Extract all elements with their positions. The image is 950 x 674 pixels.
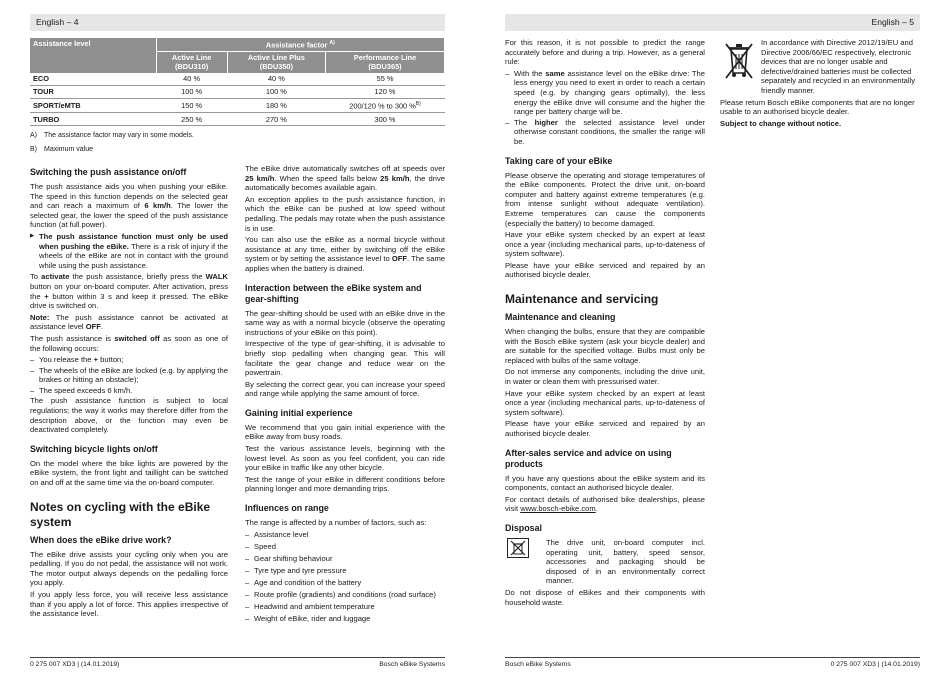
heading-disposal: Disposal	[505, 522, 542, 533]
heading-taking-care: Taking care of your eBike	[505, 155, 613, 166]
paragraph: In accordance with Directive 2012/19/EU and Directive 2006/66/EC respectively, electronic devices that are no longer usable and defective/drained batteries must be collected separately and recycled in an environmentally friendly manner.	[761, 38, 916, 95]
paragraph: By selecting the correct gear, you can increase your speed and range while applying the same amount of force.	[245, 379, 445, 399]
paragraph: Test the range of your eBike in different conditions before planning longer and more demanding trips.	[245, 474, 445, 494]
note: Note: The push assistance cannot be activated at assistance level OFF.	[30, 312, 228, 332]
paragraph: Please observe the operating and storage temperatures of the eBike components. Protect the drive unit, on-board computer and battery against extreme temperatures (e.g. from intense sunlight without adequate ventilation). Extreme temperatures can cause the components (especially the battery) to become damaged.	[505, 170, 705, 228]
paragraph: Please return Bosch eBike components that are no longer usable to an authorised bicycle dealer.	[720, 97, 915, 117]
subject-to-change: Subject to change without notice.	[720, 118, 842, 128]
list-item: – The wheels of the eBike are locked (e.g. by applying the brakes or hitting an obstacle);	[30, 366, 228, 385]
paragraph: Test the various assistance levels, beginning with the lowest level. As soon as you feel confident, you can ride your eBike in traffic like any other bicycle.	[245, 444, 445, 473]
list-item: – Speed	[245, 542, 445, 552]
crossed-bin-icon	[722, 40, 756, 83]
footnote-a: A) The assistance factor may vary in some models.	[30, 132, 194, 139]
col-header-performance-line: Performance Line (BDU365)	[326, 51, 445, 73]
table-row: SPORT/eMTB 150 % 180 % 200/120 % to 300 %$^{B)}$	[30, 98, 445, 112]
paragraph: The drive unit, on-board computer incl. operating unit, battery, speed sensor, accessories and packaging should be disposed of in an environmentally correct manner.	[546, 537, 705, 586]
weee-block	[720, 38, 920, 96]
list-item: – Gear shifting behaviour	[245, 554, 445, 564]
paragraph: The eBike drive assists your cycling only when you are pedalling. If you do not pedal, the assistance will not work. The motor output always depends on the pedalling force you apply.	[30, 549, 228, 588]
recycling-icon	[507, 538, 529, 558]
col-header-active-line: Active Line (BDU310)	[156, 51, 227, 73]
paragraph: For contact details of authorised bike dealerships, please visit www.bosch-ebike.com.	[505, 494, 705, 514]
paragraph: On the model where the bike lights are powered by the eBike system, the front light and taillight can be switched on and off at the same time via the on-board computer.	[30, 458, 228, 488]
paragraph: If you apply less force, you will receive less assistance than if you apply a lot of force. This applies irrespective of the assistance level.	[30, 590, 228, 619]
table-row: ECO 40 % 40 % 55 %	[30, 73, 445, 86]
paragraph: Do not immerse any components, including the drive unit, in water or clean them with pressurised water.	[505, 367, 705, 387]
left-page	[30, 0, 445, 674]
warning-push-assistance: ▶ The push assistance function must only be used when pushing the eBike. There is a risk of injury if the wheels of the eBike are not in contact with the ground while using the push assistance.	[30, 232, 228, 270]
list-item: – You release the + button;	[30, 355, 228, 365]
paragraph: Irrespective of the type of gear-shifting, it is advisable to briefly stop pedalling when changing gear. This will facilitate the gear change and reduce wear on the powertrain.	[245, 339, 445, 378]
col-header-active-line-plus: Active Line Plus (BDU350)	[227, 51, 325, 73]
paragraph: Have your eBike system checked by an expert at least once a year (including mechanical parts, up-to-dateness of system software).	[505, 388, 705, 417]
heading-gear-shifting: Interaction between the eBike system and gear-shifting	[245, 282, 422, 304]
bosch-ebike-link[interactable]: www.bosch-ebike.com	[520, 504, 596, 514]
paragraph: The push assistance is switched off as soon as one of the following occurs:	[30, 333, 228, 353]
list-item: – Age and condition of the battery	[245, 578, 445, 588]
heading-initial-experience: Gaining initial experience	[245, 407, 353, 418]
paragraph: Do not dispose of eBikes and their components with household waste.	[505, 587, 705, 607]
paragraph: The push assistance aids you when pushing your eBike. The speed in this function depends on the selected gear and can reach a maximum of 6 km/h. The lower the selected gear, the lower the speed of the push assistance function (at full power).	[30, 182, 228, 230]
left-column-1	[30, 158, 228, 621]
paragraph: The range is affected by a number of factors, such as:	[245, 518, 427, 528]
paragraph: To activate the push assistance, briefly press the WALK button on your on-board computer. After activation, press the + button within 3 s and keep it pressed. The eBike drive is switched on.	[30, 272, 228, 311]
heading-influences-range: Influences on range	[245, 503, 329, 514]
paragraph: When changing the bulbs, ensure that they are compatible with the Bosch eBike system (ask your bicycle dealer) and are suitable for the specified voltage. Bulbs must only be replaced with bulbs of the same voltage.	[505, 327, 705, 365]
col-header-level: Assistance level	[30, 38, 156, 73]
table-row: TURBO 250 % 270 % 300 %	[30, 113, 445, 126]
page-header: English – 5	[505, 14, 920, 31]
list-item: – Assistance level	[245, 530, 445, 540]
paragraph: You can also use the eBike as a normal bicycle without assistance at any time, either by switching off the eBike system or by setting the assistance level to OFF. The same applies when the battery is drained.	[245, 235, 445, 273]
heading-maintenance-servicing: Maintenance and servicing	[505, 292, 659, 307]
list-item: – With the same assistance level on the eBike drive: The less energy you need to exert in order to reach a certain speed (e.g. by changing gears optimally), the less energy the eBike drive will consume and the higher the range per battery charge will be.	[505, 69, 705, 117]
list-item: – Route profile (gradients) and conditions (road surface)	[245, 590, 445, 600]
col-header-factor: Assistance factor $^{A)}$	[156, 38, 445, 51]
paragraph: The gear-shifting should be used with an eBike drive in the same way as with a normal bicycle (observe the operating instructions of your eBike on this point).	[245, 308, 445, 337]
heading-push-assistance: Switching the push assistance on/off	[30, 167, 187, 177]
paragraph: If you have any questions about the eBike system and its components, contact an authorised bicycle dealer.	[505, 473, 705, 493]
paragraph: An exception applies to the push assistance function, in which the eBike can be pushed at low speed without pedalling. The pedals may rotate when the push assistance is in use.	[245, 194, 445, 233]
list-item: – Tyre type and tyre pressure	[245, 566, 445, 576]
heading-maintenance-cleaning: Maintenance and cleaning	[505, 312, 616, 323]
paragraph: The eBike drive automatically switches off at speeds over 25 km/h. When the speed falls below 25 km/h, the drive automatically becomes available again.	[245, 164, 446, 193]
paragraph: Please have your eBike serviced and repaired by an authorised bicycle dealer.	[505, 419, 705, 438]
right-page	[505, 0, 920, 674]
right-column-2	[720, 38, 920, 130]
page-footer: 0 275 007 XD3 | (14.01.2019) Bosch eBike Systems	[30, 657, 445, 668]
heading-bicycle-lights: Switching bicycle lights on/off	[30, 443, 158, 454]
list-item: – The higher the selected assistance level under otherwise constant conditions, the smaller the range will be.	[505, 118, 705, 147]
page-header: English – 4	[30, 14, 445, 31]
paragraph: We recommend that you gain initial experience with the eBike away from busy roads.	[245, 422, 445, 442]
footnote-b: B) Maximum value	[30, 146, 94, 153]
paragraph: For this reason, it is not possible to predict the range accurately before and during a trip. However, as a general rule:	[505, 38, 705, 67]
heading-after-sales: After-sales service and advice on using products	[505, 447, 672, 469]
list-item: – Weight of eBike, rider and luggage	[245, 614, 445, 624]
paragraph: Please have your eBike serviced and repaired by an authorised bicycle dealer.	[505, 260, 705, 280]
assistance-factor-table	[30, 38, 445, 126]
right-column-1	[505, 38, 705, 609]
table-row: TOUR 100 % 100 % 120 %	[30, 85, 445, 98]
paragraph: The push assistance function is subject to local regulations; the way it works may therefore differ from the description above, or the function may even be deactivated completely.	[30, 396, 228, 435]
disposal-block	[505, 538, 705, 586]
paragraph: Have your eBike system checked by an expert at least once a year (including mechanical parts, up-to-dateness of system software).	[505, 230, 705, 259]
heading-when-drive-works: When does the eBike drive work?	[30, 534, 172, 545]
list-item: – The speed exceeds 6 km/h.	[30, 386, 228, 396]
left-column-2	[245, 164, 445, 625]
list-item: – Headwind and ambient temperature	[245, 602, 445, 612]
page-footer: Bosch eBike Systems 0 275 007 XD3 | (14.01.2019)	[505, 657, 920, 668]
heading-notes-cycling: Notes on cycling with the eBike system	[30, 499, 211, 529]
